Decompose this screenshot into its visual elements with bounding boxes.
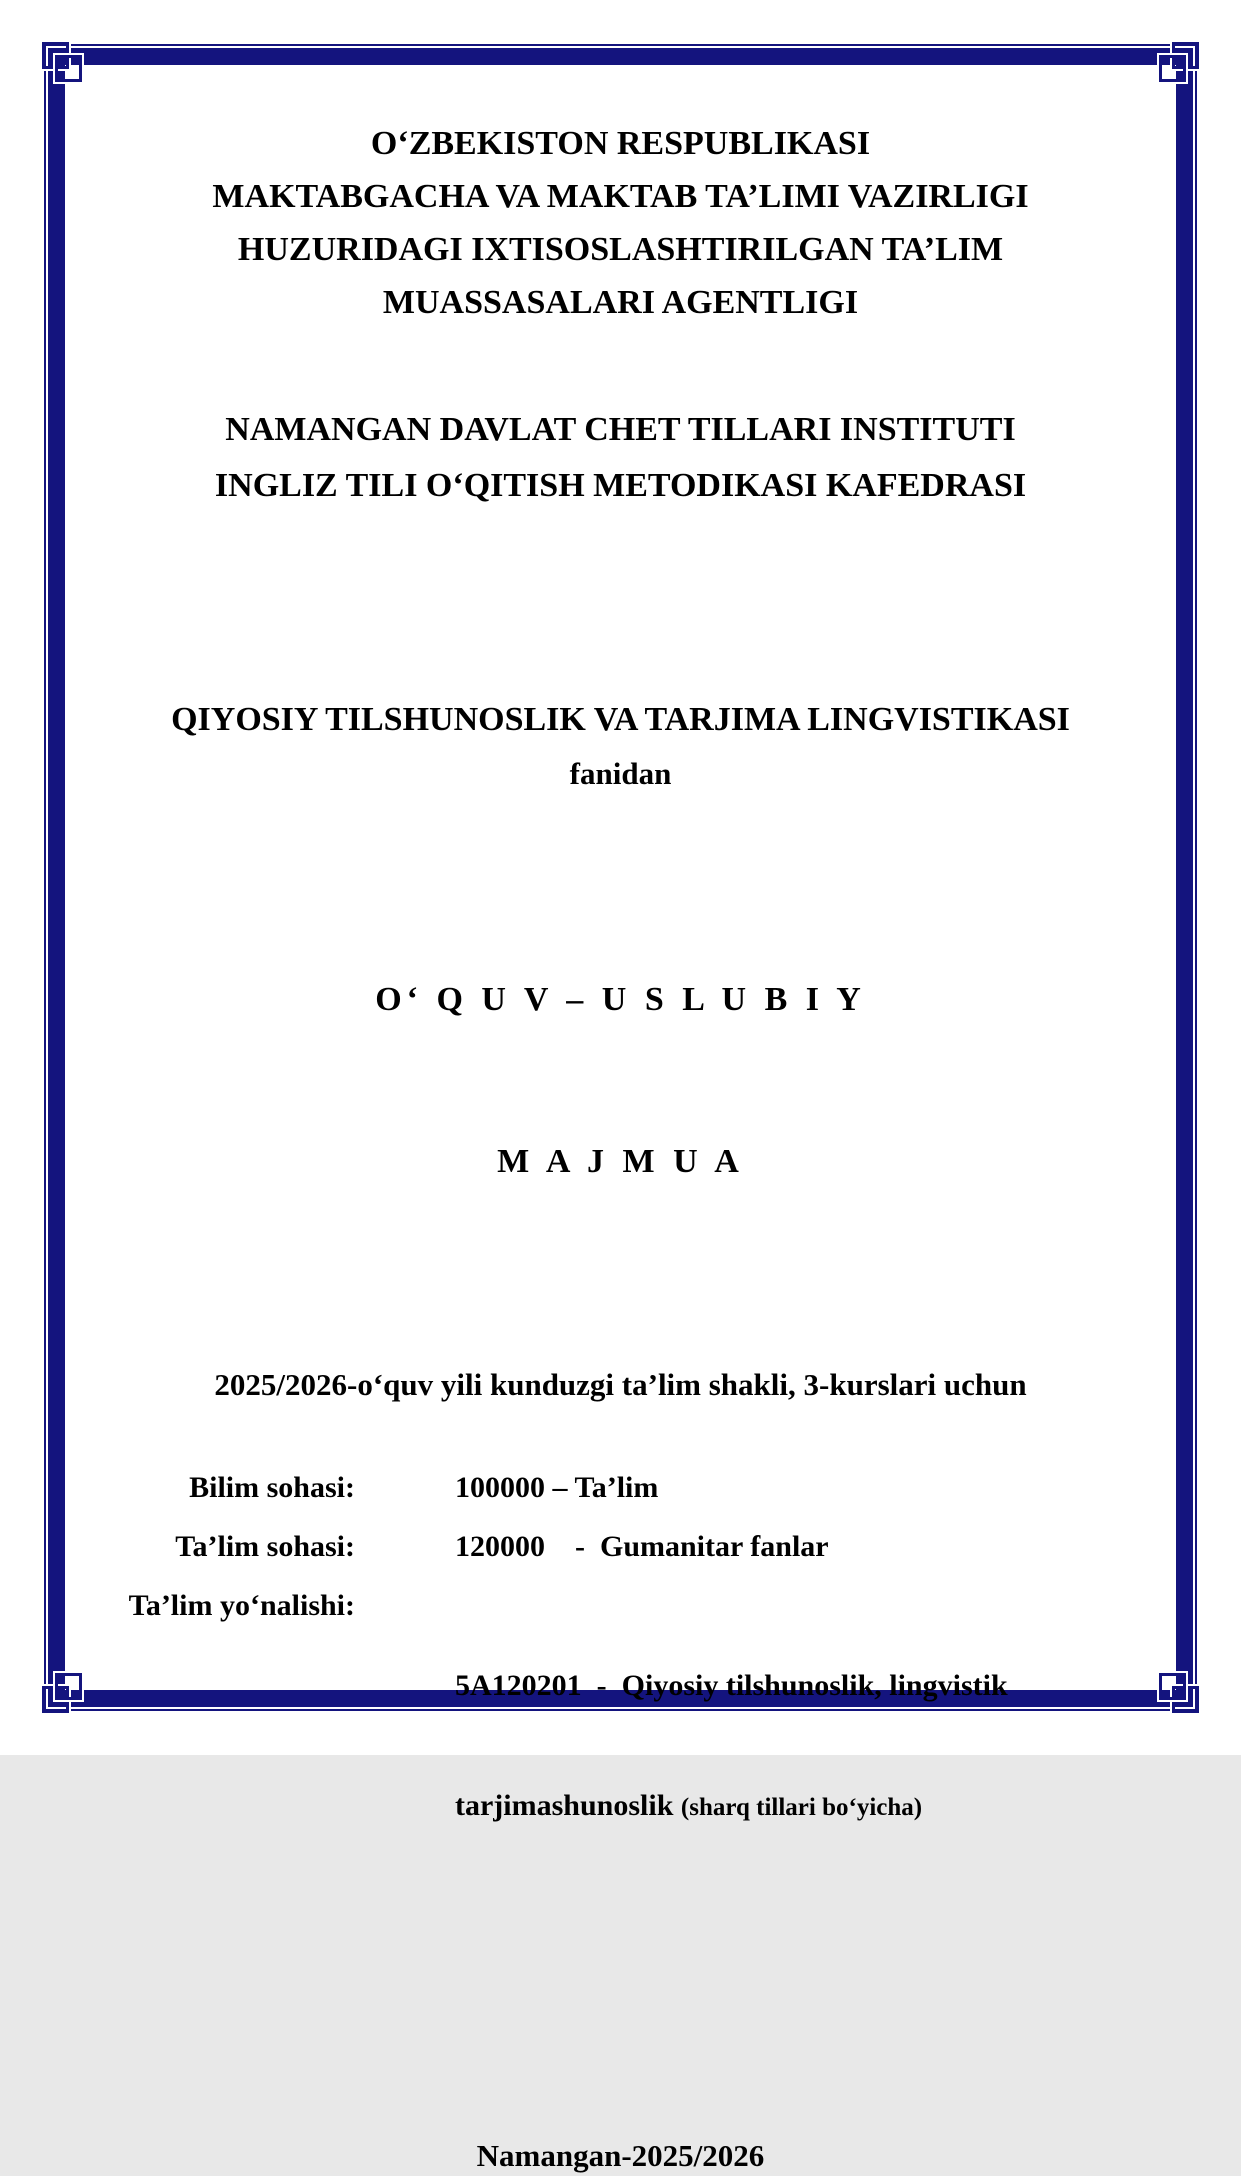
program-fields	[65, 1468, 1176, 1908]
ministry-line-3: HUZURIDAGI IXTISOSLASHTIRILGAN TA’LIM	[237, 231, 1004, 268]
field-value	[455, 1586, 1176, 1908]
field-label: Ta’lim yo‘nalishi:	[128, 1589, 355, 1622]
city-year-line: Namangan-2025/2026	[476, 2138, 765, 2173]
border-corner-ornament	[1172, 1686, 1199, 1713]
subject-title: QIYOSIY TILSHUNOSLIK VA TARJIMA LINGVISTIKASI	[171, 701, 1070, 738]
field-value-note: (sharq tillari bo‘yicha)	[680, 1794, 923, 1821]
field-value-line-1: 5A120201 - Qiyosiy tilshunoslik, lingvistik	[455, 1669, 1008, 1702]
field-label: Bilim sohasi:	[189, 1471, 355, 1504]
subject-subtitle: fanidan	[569, 756, 672, 791]
document-type-line-2: M A J M U A	[497, 1143, 744, 1180]
field-row-education-direction	[65, 1586, 1176, 1908]
border-corner-ornament	[1172, 42, 1199, 69]
field-label: Ta’lim sohasi:	[175, 1530, 355, 1563]
document-type-heading	[65, 865, 1176, 1297]
document-type-line-1: O‘ Q U V – U S L U B I Y	[375, 981, 866, 1018]
department-name: INGLIZ TILI O‘QITISH METODIKASI KAFEDRASI	[214, 467, 1027, 504]
field-value: 120000 - Gumanitar fanlar	[455, 1530, 829, 1563]
field-row-education-area	[65, 1527, 1176, 1567]
academic-year-line: 2025/2026-o‘quv yili kunduzgi ta’lim shakli, 3-kurslari uchun	[214, 1367, 1027, 1402]
ministry-line-1: O‘ZBEKISTON RESPUBLIKASI	[370, 125, 871, 162]
page-content	[65, 65, 1176, 2173]
subject-heading	[65, 693, 1176, 801]
institute-heading	[65, 402, 1176, 514]
field-value-text: tarjimashunoslik	[455, 1789, 681, 1822]
field-row-knowledge-area	[65, 1468, 1176, 1508]
institute-name: NAMANGAN DAVLAT CHET TILLARI INSTITUTI	[225, 411, 1016, 448]
field-value: 100000 – Ta’lim	[455, 1471, 659, 1504]
ministry-line-2: MAKTABGACHA VA MAKTAB TA’LIMI VAZIRLIGI	[212, 178, 1029, 215]
field-value-line-2	[455, 1786, 1176, 1828]
ministry-line-4: MUASSASALARI AGENTLIGI	[382, 284, 859, 321]
ministry-heading	[65, 117, 1176, 329]
